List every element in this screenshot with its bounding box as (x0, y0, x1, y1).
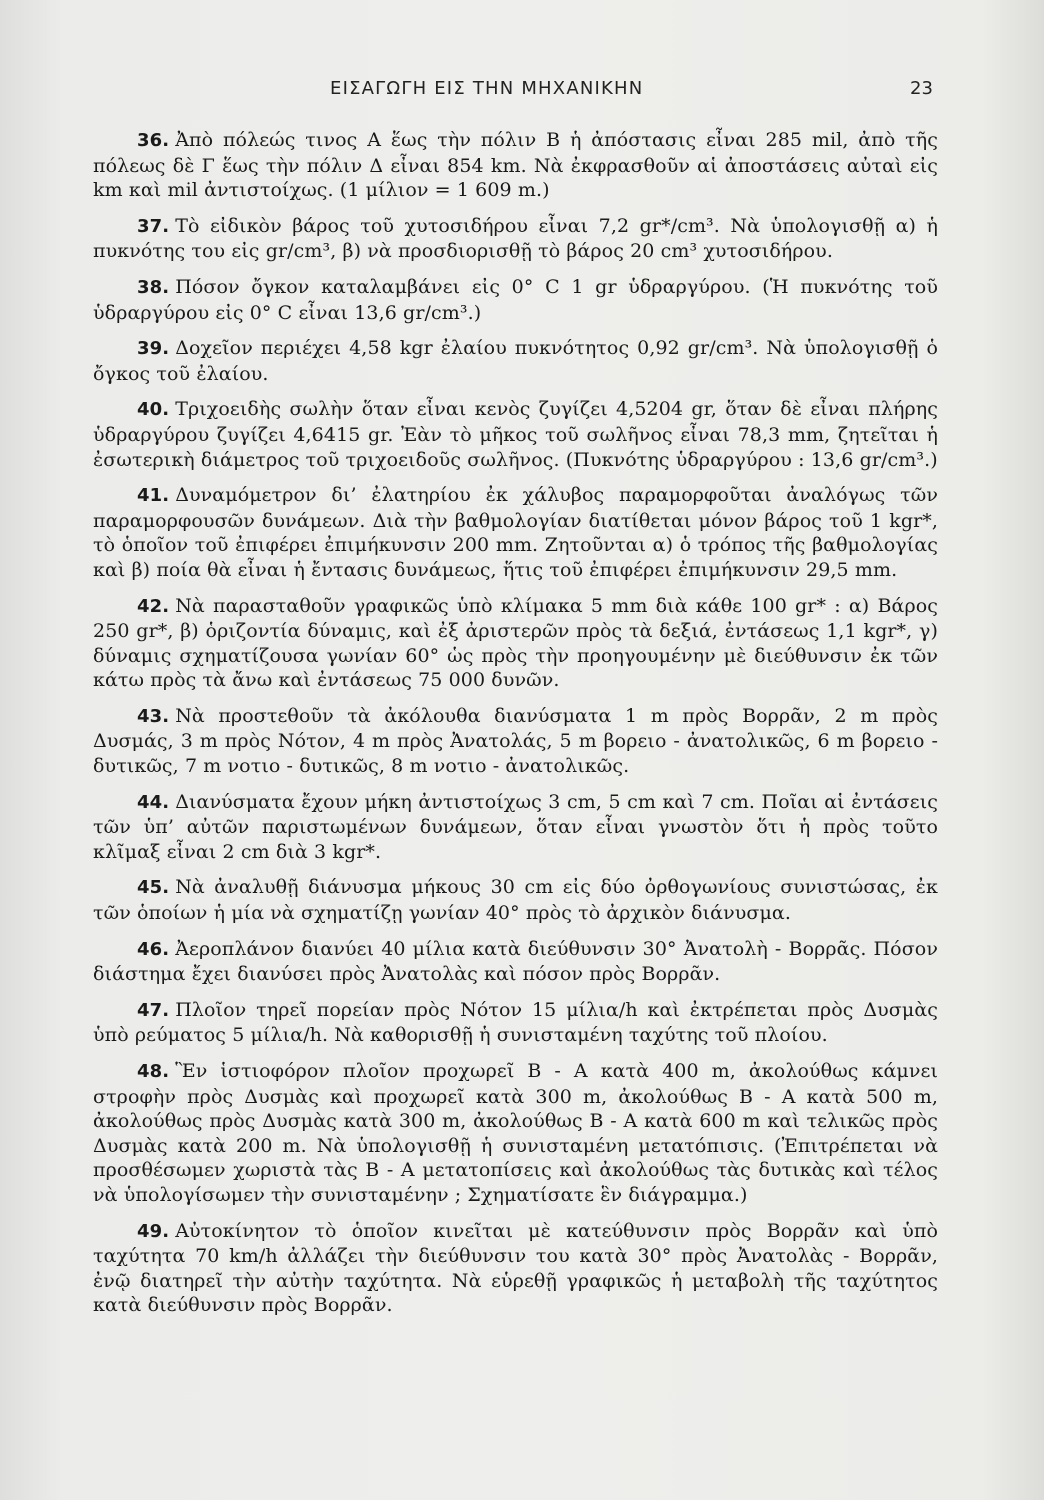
page-number: 23 (910, 78, 933, 99)
running-title: ΕΙΣΑΓΩΓΗ ΕΙΣ ΤΗΝ ΜΗΧΑΝΙΚΗΝ (330, 78, 644, 99)
problem-number: 42. (137, 595, 170, 617)
problem-45 (93, 875, 938, 925)
problem-number: 49. (137, 1220, 170, 1242)
problem-text: Πλοῖον τηρεῖ πορείαν πρὸς Νότον 15 μίλια/h καὶ ἐκτρέπεται πρὸς Δυσμὰς ὑπὸ ρεύματος 5 μίλια/h. Νὰ καθορισθῇ ἡ συνισταμένη ταχύτης τοῦ πλοίου. (93, 998, 938, 1047)
problem-43 (93, 704, 938, 779)
problem-number: 43. (137, 705, 170, 727)
problem-number: 40. (137, 399, 170, 421)
problem-44 (93, 790, 938, 865)
problem-40 (93, 397, 938, 472)
problem-text: Ἓν ἱστιοφόρον πλοῖον προχωρεῖ Β - Α κατὰ 400 m, ἀκολούθως κάμνει στροφὴν πρὸς Δυσμὰς καὶ προχωρεῖ κατὰ 300 m, ἀκολούθως Β - Α κατὰ 500 m, ἀκολούθως πρὸς Δυσμὰς κατὰ 300 m, ἀκολούθως Β - Α κατὰ 600 m καὶ τελικῶς πρὸς Δυσμὰς κατὰ 200 m. Νὰ ὑπολογισθῇ ἡ συνισταμένη μετατόπισις. (Ἐπιτρέπεται νὰ προσθέσωμεν χωριστὰ τὰς Β - Α μετατοπίσεις καὶ ἀκολούθως τὰς δυτικὰς καὶ τέλος νὰ ὑπολογίσωμεν τὴν συνισταμένην ; Σχηματίσατε ἓν διάγραμμα.) (93, 1060, 938, 1206)
problem-46 (93, 937, 938, 987)
problem-number: 48. (137, 1061, 170, 1082)
problem-37 (93, 214, 938, 264)
problem-41 (93, 483, 938, 582)
problem-48 (93, 1059, 938, 1208)
problem-36 (93, 128, 938, 203)
running-header (0, 78, 1044, 108)
problem-number: 45. (137, 877, 170, 899)
problem-text: Αὐτοκίνητον τὸ ὁποῖον κινεῖται μὲ κατεύθυνσιν πρὸς Βορρᾶν καὶ ὑπὸ ταχύτητα 70 km/h ἀλλάζει τὴν διεύθυνσιν του κατὰ 30° πρὸς Ἀνατολὰς - Βορρᾶν, ἐνῷ διατηρεῖ τὴν αὐτὴν ταχύτητα. Νὰ εὑρεθῇ γραφικῶς ἡ μεταβολὴ τῆς ταχύτητος κατὰ διεύθυνσιν πρὸς Βορρᾶν. (93, 1219, 938, 1317)
problem-number: 36. (137, 130, 170, 151)
problem-number: 37. (137, 215, 170, 237)
problem-list (93, 128, 938, 1329)
problem-text: Δυναμόμετρον δι’ ἐλατηρίου ἐκ χάλυβος παραμορφοῦται ἀναλόγως τῶν παραμορφουσῶν δυνάμεων. Διὰ τὴν βαθμολογίαν διατίθεται μόνον βάρος τοῦ 1 kgr*, τὸ ὁποῖον τοῦ ἐπιφέρει ἐπιμήκυνσιν 200 mm. Ζητοῦνται α) ὁ τρόπος τῆς βαθμολογίας καὶ β) ποία θὰ εἶναι ἡ ἔντασις δυνάμεως, ἥτις τοῦ ἐπιφέρει ἐπιμήκυνσιν 29,5 mm. (93, 484, 938, 581)
problem-text: Τὸ εἰδικὸν βάρος τοῦ χυτοσιδήρου εἶναι 7,2 gr*/cm³. Νὰ ὑπολογισθῇ α) ἡ πυκνότης του εἰς gr/cm³, β) νὰ προσδιορισθῇ τὸ βάρος 20 cm³ χυτοσιδήρου. (93, 214, 938, 263)
problem-number: 41. (137, 485, 170, 507)
problem-number: 46. (137, 938, 170, 960)
problem-text: Τριχοειδὴς σωλὴν ὅταν εἶναι κενὸς ζυγίζει 4,5204 gr, ὅταν δὲ εἶναι πλήρης ὑδραργύρου ζυγίζει 4,6415 gr. Ἐὰν τὸ μῆκος τοῦ σωλῆνος εἶναι 78,3 mm, ζητεῖται ἡ ἐσωτερικὴ διάμετρος τοῦ τριχοειδοῦς σωλῆνος. (Πυκνότης ὑδραργύρου : 13,6 gr/cm³.) (93, 398, 938, 471)
problem-text: Ἀεροπλάνον διανύει 40 μίλια κατὰ διεύθυνσιν 30° Ἀνατολὴ - Βορρᾶς. Πόσον διάστημα ἔχει διανύσει πρὸς Ἀνατολὰς καὶ πόσον πρὸς Βορρᾶν. (93, 937, 938, 986)
problem-number: 44. (137, 791, 170, 813)
problem-42 (93, 594, 938, 693)
problem-text: Δοχεῖον περιέχει 4,58 kgr ἐλαίου πυκνότητος 0,92 gr/cm³. Νὰ ὑπολογισθῇ ὁ ὄγκος τοῦ ἐλαίου. (93, 337, 938, 385)
problem-47 (93, 998, 938, 1048)
problem-text: Νὰ παρασταθοῦν γραφικῶς ὑπὸ κλίμακα 5 mm διὰ κάθε 100 gr* : α) Βάρος 250 gr*, β) ὁριζοντία δύναμις, καὶ ἐξ ἀριστερῶν πρὸς τὰ δεξιά, ἐντάσεως 1,1 kgr*, γ) δύναμις σχηματίζουσα γωνίαν 60° ὡς πρὸς τὴν προηγουμένην μὲ διεύθυνσιν ἐκ τῶν κάτω πρὸς τὰ ἄνω καὶ ἐντάσεως 75 000 δυνῶν. (93, 594, 939, 692)
problem-38 (93, 275, 938, 325)
problem-number: 39. (137, 338, 170, 360)
problem-number: 47. (137, 999, 170, 1021)
problem-49 (93, 1219, 938, 1318)
problem-text: Διανύσματα ἔχουν μήκη ἀντιστοίχως 3 cm, 5 cm καὶ 7 cm. Ποῖαι αἱ ἐντάσεις τῶν ὑπ’ αὐτῶν παριστωμένων δυνάμεων, ὅταν εἶναι γνωστὸν ὅτι ἡ πρὸς τοῦτο κλῖμαξ εἶναι 2 cm διὰ 3 kgr*. (93, 790, 938, 863)
problem-text: Ἀπὸ πόλεώς τινος Α ἕως τὴν πόλιν Β ἡ ἀπόστασις εἶναι 285 mil, ἀπὸ τῆς πόλεως δὲ Γ ἕως τὴν πόλιν Δ εἶναι 854 km. Νὰ ἐκφρασθοῦν αἱ ἀποστάσεις αὐταὶ εἰς km καὶ mil ἀντιστοίχως. (1 μίλιον = 1 609 m.) (93, 129, 938, 202)
problem-text: Νὰ ἀναλυθῇ διάνυσμα μήκους 30 cm εἰς δύο ὀρθογωνίους συνιστώσας, ἐκ τῶν ὁποίων ἡ μία νὰ σχηματίζῃ γωνίαν 40° πρὸς τὸ ἀρχικὸν διάνυσμα. (93, 876, 938, 925)
problem-number: 38. (137, 276, 170, 298)
problem-text: Νὰ προστεθοῦν τὰ ἀκόλουθα διανύσματα 1 m πρὸς Βορρᾶν, 2 m πρὸς Δυσμάς, 3 m πρὸς Νότον, 4 m πρὸς Ἀνατολάς, 5 m βορειο - ἀνατολικῶς, 6 m βορειο - δυτικῶς, 7 m νοτιο - δυτικῶς, 8 m νοτιο - ἀνατολικῶς. (93, 704, 938, 778)
problem-39 (93, 336, 938, 386)
problem-text: Πόσον ὄγκον καταλαμβάνει εἰς 0° C 1 gr ὑδραργύρου. (Ἡ πυκνότης τοῦ ὑδραργύρου εἰς 0° C εἶναι 13,6 gr/cm³.) (93, 275, 938, 324)
